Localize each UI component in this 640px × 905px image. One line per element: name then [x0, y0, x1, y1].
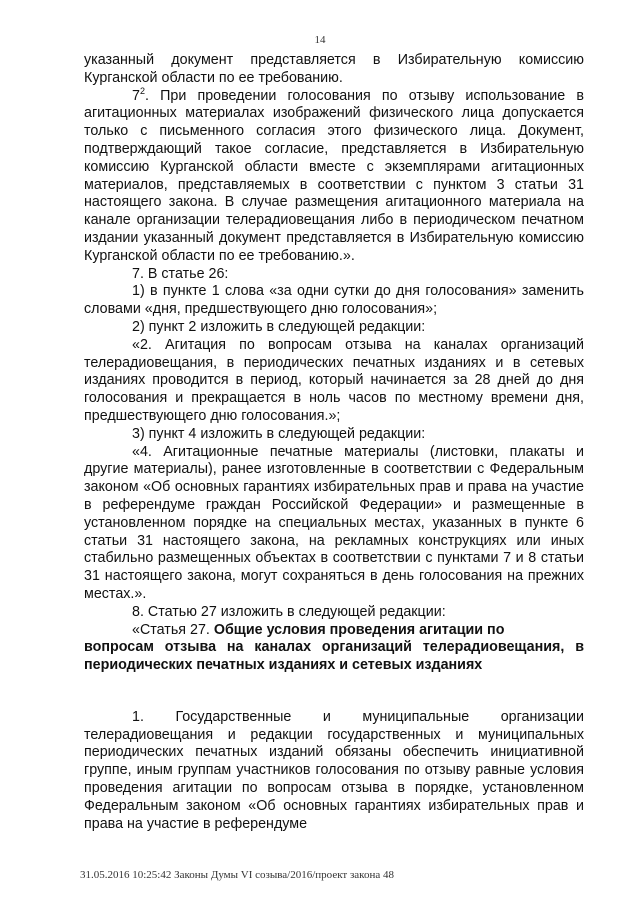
page-number: 14: [314, 34, 326, 46]
paragraph-quote-2: «2. Агитация по вопросам отзыва на каналах организаций телерадиовещания, в периодических печатных изданиях и в сетевых изданиях проводится в период, который начинается за 28 дней до дня голосования и прекращается в ноль часов по местному времени дня, предшествующего дню голосования.»;: [84, 336, 584, 424]
paragraph-7-2: [84, 85, 584, 266]
article-heading-title-start: Общие условия проведения агитации по: [213, 621, 505, 638]
document-footer: 31.05.2016 10:25:42 Законы Думы VI созыва/2016/проект закона 48: [80, 869, 394, 881]
paragraph-item-1: 1) в пункте 1 слова «за одни сутки до дня голосования» заменить словами «дня, предшествующего дню голосования»;: [84, 283, 584, 318]
paragraph-superscript: 2: [139, 85, 145, 96]
paragraph-continuation: указанный документ представляется в Избирательную комиссию Курганской области по ее требованию.: [84, 52, 584, 86]
paragraph-quote-4: «4. Агитационные печатные материалы (листовки, плакаты и другие материалы), ранее изготовленные в соответствии с Федеральным законом «Об основных гарантиях избирательных прав и права на участие в референдуме граждан Российской Федерации» и размещенные в установленном порядке на специальных местах, указанных в пункте 6 статьи 31 настоящего закона, на рекламных конструкциях или иных стабильно размещенных объектах в соответствии с пунктами 7 и 8 статьи 31 настоящего закона, могут сохраняться в день голосования на прежних местах.».: [84, 443, 584, 602]
article-heading-prefix: «Статья 27.: [132, 621, 214, 638]
article-heading: [84, 622, 584, 640]
paragraph-7: 7. В статье 26:: [132, 265, 229, 282]
paragraph-8: 8. Статью 27 изложить в следующей редакции:: [132, 603, 446, 620]
paragraph-number: 7: [132, 87, 140, 104]
paragraph-text: . При проведении голосования по отзыву использование в агитационных материалах изображений физического лица допускается только с письменного согласия этого физического лица. Документ, подтверждающий такое согласие, представляется в Избирательную комиссию Курганской области вместе с экземплярами агитационных материалов, представляемых в соответствии с пунктом 3 статьи 31 настоящего закона. В случае размещения агитационного материала на канале организации телерадиовещания либо в периодическом печатном издании указанный документ представляется в Избирательную комиссию Курганской области по ее требованию.».: [84, 87, 584, 264]
paragraph-item-3: 3) пункт 4 изложить в следующей редакции:: [132, 425, 426, 442]
paragraph-item-2: 2) пункт 2 изложить в следующей редакции:: [132, 318, 426, 335]
paragraph-article-27-1: 1. Государственные и муниципальные организации телерадиовещания и редакции государственных и муниципальных периодических печатных изданий обязаны обеспечить инициативной группе, иным группам участников голосования по отзыву равные условия проведения агитации по вопросам отзыва в порядке, установленном Федеральным законом «Об основных гарантиях избирательных прав и права на участие в референдуме: [84, 708, 584, 832]
article-heading-title-rest: вопросам отзыва на каналах организаций телерадиовещания, в периодических печатных изданиях и сетевых изданиях: [84, 639, 584, 674]
spacer: [84, 675, 584, 709]
document-body: [84, 52, 584, 833]
